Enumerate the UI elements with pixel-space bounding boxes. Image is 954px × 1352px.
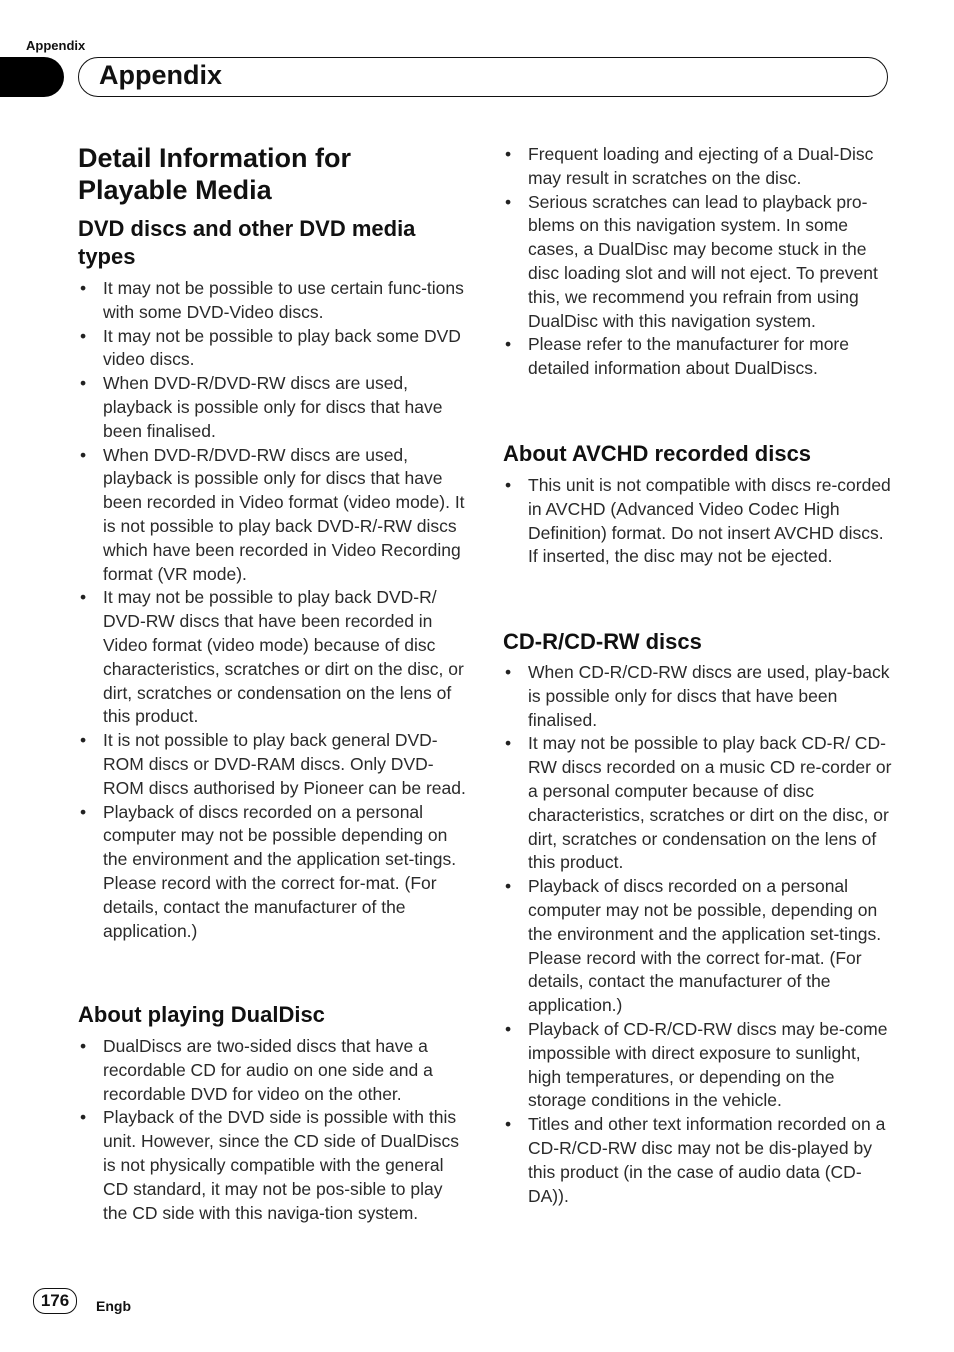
list-item: • Serious scratches can lead to playback pro-blems on this navigation system. In some cases, a DualDisc may become stuck in the disc loading slot and will not eject. To prevent this, we recommend you refrain from using DualDisc with this navigation system.: [503, 191, 893, 334]
avchd-heading: About AVCHD recorded discs: [503, 441, 812, 466]
dvd-list: [78, 277, 466, 943]
list-item: • Playback of CD-R/CD-RW discs may be-come impossible with direct exposure to sunlight, high temperatures, or depending on the storage conditions in the vehicle.: [503, 1018, 893, 1113]
running-header: Appendix: [26, 38, 86, 53]
page-title: Detail Information for Playable Media: [78, 143, 352, 205]
list-item: • When DVD-R/DVD-RW discs are used, playback is possible only for discs that have been recorded in Video format (video mode). It is not possible to play back DVD-R/-RW discs which have been recorded in Video Recording format (VR mode).: [78, 444, 466, 587]
dualdisc-list: [78, 1035, 466, 1225]
cdr-list: [503, 661, 893, 1208]
list-item: • When CD-R/CD-RW discs are used, play-back is possible only for discs that have been finalised.: [503, 661, 893, 732]
cdr-heading: CD-R/CD-RW discs: [503, 629, 702, 654]
list-item: • It may not be possible to play back some DVD video discs.: [78, 325, 466, 373]
list-item: • It may not be possible to use certain func-tions with some DVD-Video discs.: [78, 277, 466, 325]
list-item: • Please refer to the manufacturer for more detailed information about DualDiscs.: [503, 333, 893, 381]
list-item: • It may not be possible to play back CD-R/ CD-RW discs recorded on a music CD re-corder or a personal computer because of disc characteristics, scratches or dirt on the disc, or dirt, scratches or condensation on the lens of this product.: [503, 732, 893, 875]
list-item: • This unit is not compatible with discs re-corded in AVCHD (Advanced Video Codec High Definition) format. Do not insert AVCHD discs. If inserted, the disc may not be ejected.: [503, 474, 893, 569]
list-item: • DualDiscs are two-sided discs that have a recordable CD for audio on one side and a recordable DVD for video on the other.: [78, 1035, 466, 1106]
dualdisc-cont-list: [503, 143, 893, 381]
list-item: • Frequent loading and ejecting of a Dual-Disc may result in scratches on the disc.: [503, 143, 893, 191]
list-item: • It is not possible to play back general DVD-ROM discs or DVD-RAM discs. Only DVD-ROM discs authorised by Pioneer can be read.: [78, 729, 466, 800]
section-tab-marker: [0, 57, 64, 97]
section-banner: [78, 57, 888, 97]
dualdisc-heading: About playing DualDisc: [78, 1002, 325, 1027]
list-item: • It may not be possible to play back DVD-R/ DVD-RW discs that have been recorded in Video format (video mode) because of disc characteristics, scratches or dirt on the disc, or dirt, scratches or condensation on the lens of this product.: [78, 586, 466, 729]
language-code: Engb: [96, 1298, 131, 1314]
section-title: Appendix: [99, 60, 223, 90]
list-item: • When DVD-R/DVD-RW discs are used, playback is possible only for discs that have been finalised.: [78, 372, 466, 443]
list-item: • Playback of the DVD side is possible with this unit. However, since the CD side of DualDiscs is not physically compatible with the general CD standard, it may not be pos-sible to play the CD side with this naviga-tion system.: [78, 1106, 466, 1225]
dvd-heading: DVD discs and other DVD media types: [78, 216, 416, 269]
avchd-list: [503, 474, 893, 569]
list-item: • Playback of discs recorded on a personal computer may not be possible depending on the environment and the application set-tings. Please record with the correct for-mat. (For details, contact the manufacturer of the application.): [78, 801, 466, 944]
page-number: 176: [33, 1288, 77, 1314]
list-item: • Titles and other text information recorded on a CD-R/CD-RW disc may not be dis-played by this product (in the case of audio data (CD-DA)).: [503, 1113, 893, 1208]
list-item: • Playback of discs recorded on a personal computer may not be possible, depending on the environment and the application set-tings. Please record with the correct for-mat. (For details, contact the manufacturer of the application.): [503, 875, 893, 1018]
